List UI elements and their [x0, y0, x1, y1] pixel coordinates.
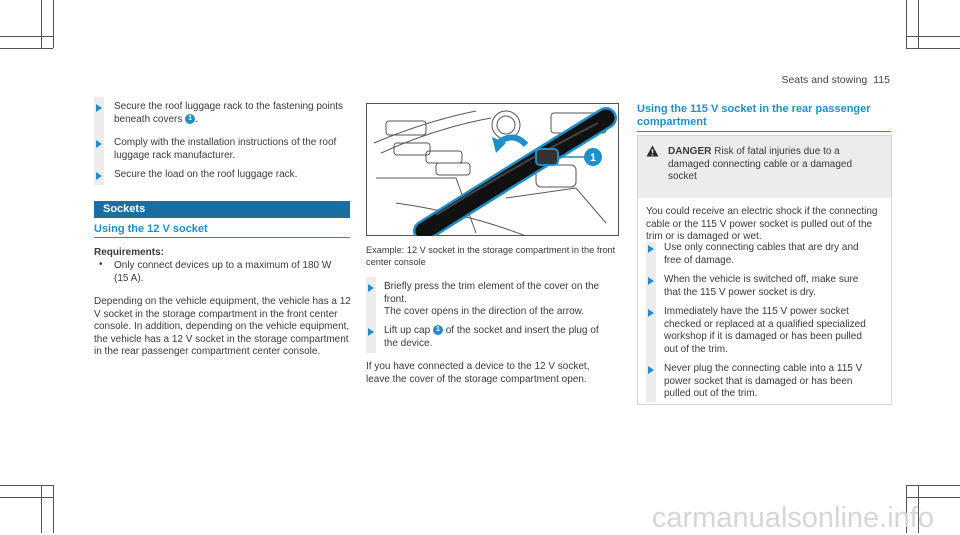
callout-marker: 1 [433, 325, 443, 335]
subsection-rule [94, 237, 350, 238]
danger-box [637, 135, 892, 405]
bullet-dot: • [99, 259, 103, 270]
subsection-title: Using the 115 V socket in the rear passenger compartment [637, 103, 871, 128]
crop-mark [906, 0, 907, 48]
subsection-rule [637, 131, 891, 132]
watermark: carmanualsonline.info [651, 502, 934, 534]
subsection-title: Using the 12 V socket [94, 223, 208, 235]
page-header [781, 74, 890, 86]
warning-icon [646, 145, 659, 157]
danger-header [638, 136, 891, 198]
body-paragraph: If you have connected a device to the 12 V socket, leave the cover of the storage compartment open. [366, 361, 590, 385]
step-arrow-icon [96, 172, 102, 180]
section-bar [94, 201, 350, 218]
illustration-callout: 1 [589, 152, 597, 164]
step-text: Secure the load on the roof luggage rack. [114, 169, 298, 180]
step-arrow-icon [368, 328, 374, 336]
step-bar [646, 242, 656, 402]
step-arrow-icon [648, 245, 654, 253]
section-name: Seats and stowing [781, 74, 868, 86]
step-text: Secure the roof luggage rack to the fastening points beneath covers 1 . [114, 101, 344, 125]
step-result: The cover opens in the direction of the arrow. [384, 306, 585, 317]
crop-mark [53, 485, 54, 533]
step-text: Lift up cap 1 of the socket and insert the plug of the device. [384, 325, 599, 349]
crop-mark [0, 36, 53, 37]
crop-mark [918, 0, 919, 48]
crop-mark [41, 485, 42, 533]
step-text: Comply with the installation instructions of the roof luggage rack manufacturer. [114, 137, 337, 161]
requirements-title: Requirements: [94, 247, 165, 258]
crop-mark [906, 497, 960, 498]
callout-marker: 1 [185, 114, 195, 124]
step-arrow-icon [96, 140, 102, 148]
crop-mark [53, 0, 54, 48]
crop-mark [0, 48, 53, 49]
step-arrow-icon [648, 366, 654, 374]
crop-mark [0, 485, 53, 486]
step-text: Use only connecting cables that are dry and free of damage. [664, 242, 859, 266]
step-text: Briefly press the trim element of the cover on the front. [384, 281, 600, 305]
step-text: Immediately have the 115 V power socket checked or replaced at a qualified specialized workshop if it is damaged or has been pulled out of the trim. [664, 306, 866, 355]
step-text: Never plug the connecting cable into a 115 V power socket that is damaged or has been pulled out of the trim. [664, 363, 863, 399]
danger-body: You could receive an electric shock if the connecting cable or the 115 V power socket is pulled out of the trim or is damaged or wet. [646, 206, 878, 242]
body-paragraph: Depending on the vehicle equipment, the vehicle has a 12 V socket in the storage compartment in the front center console. In addition, depending on the vehicle equipment, the vehicle has a 12 V socket in the storage compartment in the rear passenger compartment center console. [94, 296, 351, 357]
step-text: When the vehicle is switched off, make sure that the 115 V power socket is dry. [664, 274, 859, 298]
danger-label: DANGER [668, 146, 712, 157]
step-arrow-icon [648, 309, 654, 317]
step-arrow-icon [368, 284, 374, 292]
crop-mark [41, 0, 42, 48]
step-arrow-icon [648, 277, 654, 285]
crop-mark [906, 36, 960, 37]
crop-mark [906, 48, 960, 49]
crop-mark [0, 497, 53, 498]
page-number: 115 [873, 74, 890, 86]
step-arrow-icon [96, 104, 102, 112]
requirement-item: Only connect devices up to a maximum of 180 W (15 A). [114, 260, 332, 284]
danger-text: DANGER Risk of fatal injuries due to a damaged connecting cable or a damaged socket [668, 146, 853, 182]
crop-mark [906, 485, 960, 486]
socket-illustration [366, 103, 619, 236]
section-title: Sockets [103, 203, 146, 215]
figure-caption: Example: 12 V socket in the storage compartment in the front center console [366, 245, 616, 267]
